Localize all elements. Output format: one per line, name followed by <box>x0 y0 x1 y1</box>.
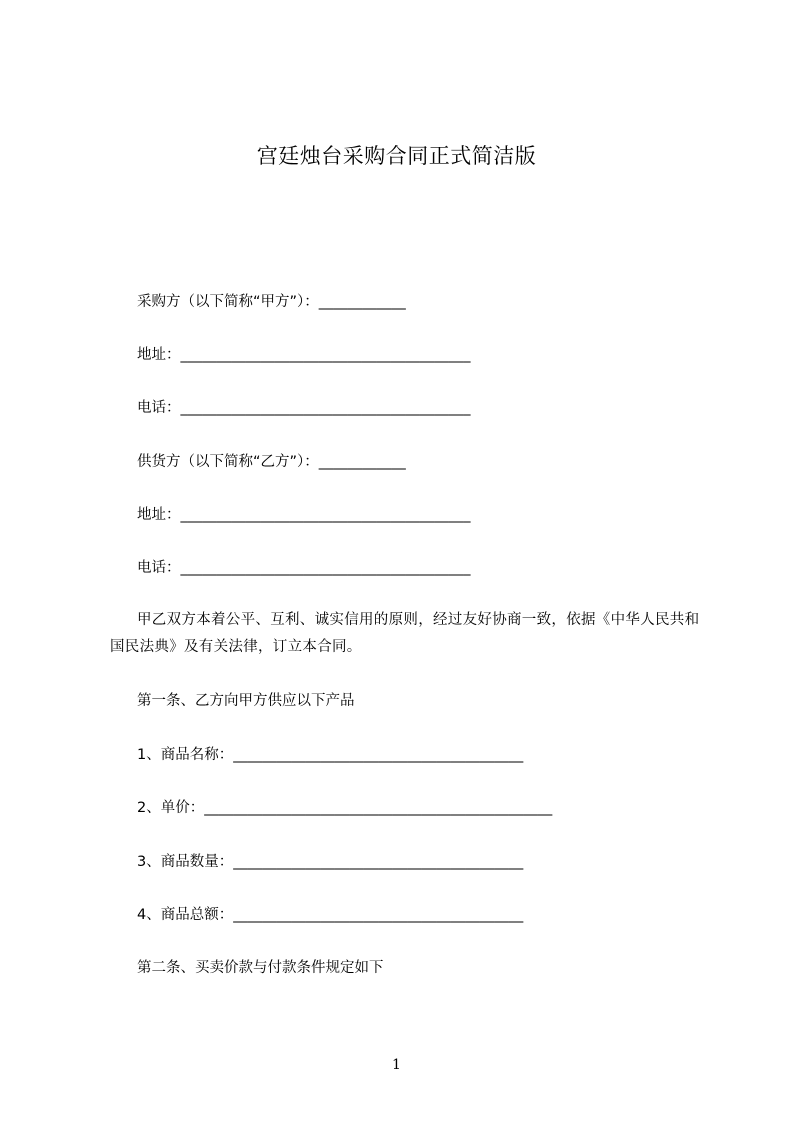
article-1-item-total: 4、商品总额：________________________________________ <box>137 907 524 923</box>
article-1-heading: 第一条、乙方向甲方供应以下产品 <box>137 693 355 709</box>
document-title: 宫廷烛台采购合同正式简洁版 <box>256 144 537 168</box>
preamble-paragraph: 甲乙双方本着公平、互利、诚实信用的原则，经过友好协商一致，依据《中华人民共和国民法典》及有关法律，订立本合同。 <box>110 612 700 655</box>
party-b-phone-field: 电话：________________________________________ <box>137 560 471 576</box>
article-1-item-product-name: 1、商品名称：________________________________________ <box>137 747 524 763</box>
party-a-name-field: 采购方（以下简称“甲方”）：____________ <box>137 294 406 310</box>
party-a-phone-field: 电话：________________________________________ <box>137 400 471 416</box>
party-b-name-field: 供货方（以下简称“乙方”）：____________ <box>137 454 406 470</box>
party-a-address-field: 地址：________________________________________ <box>137 347 471 363</box>
article-2-heading: 第二条、买卖价款与付款条件规定如下 <box>137 960 384 976</box>
article-1-item-quantity: 3、商品数量：________________________________________ <box>137 854 524 870</box>
article-1-item-unit-price: 2、单价：________________________________________________ <box>137 800 553 816</box>
page-number: 1 <box>392 1057 401 1073</box>
party-b-address-field: 地址：________________________________________ <box>137 507 471 523</box>
